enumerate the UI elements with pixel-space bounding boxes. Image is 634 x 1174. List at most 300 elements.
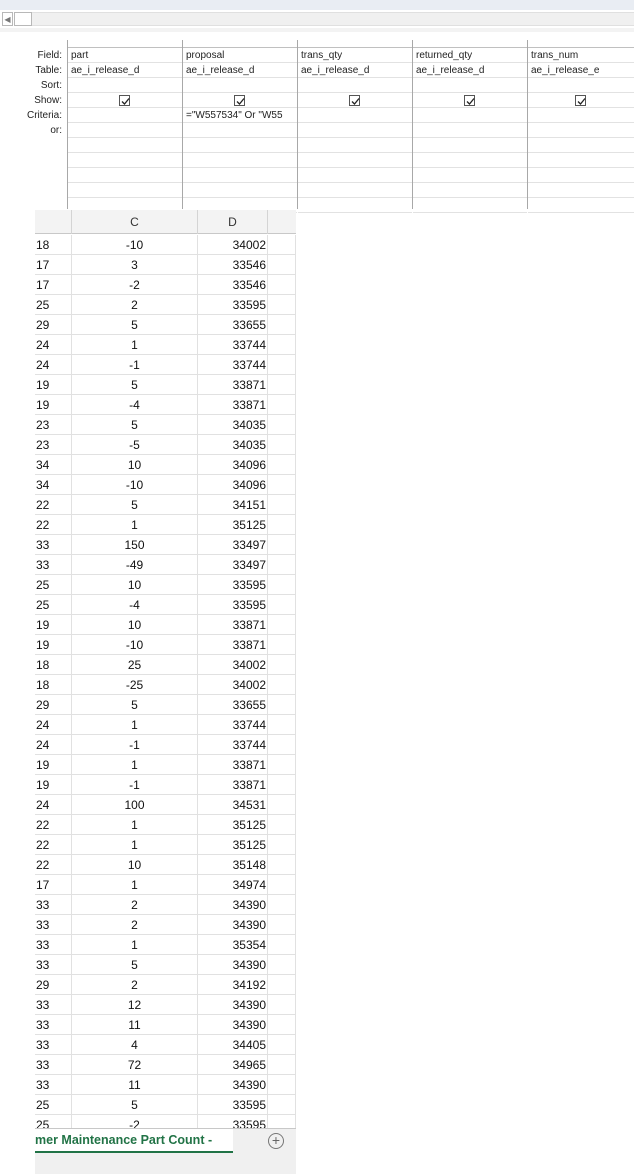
cell-b[interactable]: 23 bbox=[35, 435, 72, 454]
cell-c[interactable]: 5 bbox=[72, 315, 198, 334]
cell-e[interactable] bbox=[268, 1115, 296, 1128]
cell-c[interactable]: 2 bbox=[72, 895, 198, 914]
cell-c[interactable]: -1 bbox=[72, 355, 198, 374]
field-cell[interactable]: returned_qty bbox=[413, 48, 527, 63]
cell-b[interactable]: 22 bbox=[35, 515, 72, 534]
cell-e[interactable] bbox=[268, 375, 296, 394]
cell-c[interactable]: 1 bbox=[72, 755, 198, 774]
cell-d[interactable]: 34151 bbox=[198, 495, 268, 514]
scroll-thumb[interactable] bbox=[14, 12, 32, 26]
table-row bbox=[35, 1115, 296, 1128]
cell-c[interactable]: 1 bbox=[72, 835, 198, 854]
table-row bbox=[35, 955, 296, 975]
cell-c[interactable]: 100 bbox=[72, 795, 198, 814]
cell-d[interactable]: 35148 bbox=[198, 855, 268, 874]
cell-b[interactable]: 19 bbox=[35, 775, 72, 794]
cell-c[interactable]: -1 bbox=[72, 775, 198, 794]
table-cell[interactable]: ae_i_release_d bbox=[68, 63, 182, 78]
cell-d[interactable]: 34390 bbox=[198, 1075, 268, 1094]
cell-e[interactable] bbox=[268, 715, 296, 734]
cell-e[interactable] bbox=[268, 935, 296, 954]
table-cell[interactable]: ae_i_release_e bbox=[528, 63, 634, 78]
top-strip bbox=[0, 0, 634, 10]
cell-e[interactable] bbox=[268, 875, 296, 894]
column-selector[interactable] bbox=[183, 40, 297, 48]
column-selector[interactable] bbox=[413, 40, 527, 48]
cell-c[interactable]: -2 bbox=[72, 275, 198, 294]
cell-d[interactable]: 34035 bbox=[198, 435, 268, 454]
field-cell[interactable]: part bbox=[68, 48, 182, 63]
show-checkbox[interactable] bbox=[575, 95, 586, 106]
table-row bbox=[35, 1095, 296, 1115]
cell-e[interactable] bbox=[268, 495, 296, 514]
cell-e[interactable] bbox=[268, 635, 296, 654]
table-cell[interactable]: ae_i_release_d bbox=[413, 63, 527, 78]
add-sheet-button[interactable] bbox=[268, 1133, 284, 1149]
cell-b[interactable]: 34 bbox=[35, 475, 72, 494]
table-row bbox=[35, 595, 296, 615]
cell-b[interactable]: 33 bbox=[35, 995, 72, 1014]
column-selector[interactable] bbox=[528, 40, 634, 48]
table-cell[interactable]: ae_i_release_d bbox=[183, 63, 297, 78]
sort-cell[interactable] bbox=[68, 78, 182, 93]
cell-d[interactable]: 33595 bbox=[198, 1115, 268, 1128]
cell-c[interactable]: 1 bbox=[72, 335, 198, 354]
cell-c[interactable]: -5 bbox=[72, 435, 198, 454]
column-selector[interactable] bbox=[298, 40, 412, 48]
cell-d[interactable]: 33871 bbox=[198, 775, 268, 794]
cell-c[interactable]: -4 bbox=[72, 595, 198, 614]
blank-criteria-cell[interactable] bbox=[413, 138, 527, 153]
cell-e[interactable] bbox=[268, 915, 296, 934]
cell-c[interactable]: -49 bbox=[72, 555, 198, 574]
cell-e[interactable] bbox=[268, 415, 296, 434]
cell-d[interactable]: 33744 bbox=[198, 715, 268, 734]
table-row bbox=[35, 335, 296, 355]
cell-e[interactable] bbox=[268, 275, 296, 294]
cell-d[interactable]: 34002 bbox=[198, 235, 268, 254]
cell-c[interactable]: 11 bbox=[72, 1075, 198, 1094]
checkmark-icon bbox=[576, 96, 587, 107]
show-checkbox[interactable] bbox=[464, 95, 475, 106]
cell-e[interactable] bbox=[268, 1055, 296, 1074]
cell-b[interactable]: 33 bbox=[35, 555, 72, 574]
cell-d[interactable]: 33871 bbox=[198, 755, 268, 774]
cell-e[interactable] bbox=[268, 1075, 296, 1094]
cell-c[interactable]: 4 bbox=[72, 1035, 198, 1054]
table-row bbox=[35, 1015, 296, 1035]
column-selector[interactable] bbox=[68, 40, 182, 48]
cell-b[interactable]: 33 bbox=[35, 1035, 72, 1054]
cell-e[interactable] bbox=[268, 975, 296, 994]
cell-b[interactable]: 19 bbox=[35, 755, 72, 774]
criteria-cell[interactable] bbox=[413, 108, 527, 123]
cell-e[interactable] bbox=[268, 815, 296, 834]
cell-d[interactable]: 33871 bbox=[198, 375, 268, 394]
cell-c[interactable]: -4 bbox=[72, 395, 198, 414]
sheet-tab[interactable]: mer Maintenance Part Count - bbox=[35, 1129, 233, 1153]
show-checkbox[interactable] bbox=[119, 95, 130, 106]
table-row bbox=[35, 875, 296, 895]
cell-c[interactable]: 5 bbox=[72, 415, 198, 434]
cell-b[interactable]: 29 bbox=[35, 315, 72, 334]
cell-e[interactable] bbox=[268, 615, 296, 634]
table-row bbox=[35, 375, 296, 395]
cell-b[interactable]: 23 bbox=[35, 415, 72, 434]
table-row bbox=[35, 255, 296, 275]
table-row bbox=[35, 575, 296, 595]
cell-e[interactable] bbox=[268, 315, 296, 334]
table-row bbox=[35, 695, 296, 715]
field-cell[interactable]: trans_qty bbox=[298, 48, 412, 63]
cell-c[interactable]: 1 bbox=[72, 515, 198, 534]
blank-criteria-cell[interactable] bbox=[68, 138, 182, 153]
cell-c[interactable]: -1 bbox=[72, 735, 198, 754]
or-cell[interactable] bbox=[298, 123, 412, 138]
checkmark-icon bbox=[350, 96, 361, 107]
cell-d[interactable]: 33871 bbox=[198, 635, 268, 654]
table-row bbox=[35, 895, 296, 915]
cell-d[interactable]: 33497 bbox=[198, 535, 268, 554]
cell-c[interactable]: -10 bbox=[72, 635, 198, 654]
table-row bbox=[35, 615, 296, 635]
cell-d[interactable]: 33595 bbox=[198, 595, 268, 614]
cell-b[interactable]: 18 bbox=[35, 655, 72, 674]
cell-e[interactable] bbox=[268, 455, 296, 474]
cell-c[interactable]: 2 bbox=[72, 975, 198, 994]
cell-b[interactable]: 22 bbox=[35, 855, 72, 874]
blank-criteria-cell[interactable] bbox=[298, 138, 412, 153]
criteria-cell[interactable] bbox=[528, 108, 634, 123]
cell-c[interactable]: 5 bbox=[72, 495, 198, 514]
cell-b[interactable]: 17 bbox=[35, 255, 72, 274]
cell-e[interactable] bbox=[268, 855, 296, 874]
cell-d[interactable]: 34531 bbox=[198, 795, 268, 814]
cell-d[interactable]: 33744 bbox=[198, 335, 268, 354]
table-row bbox=[35, 435, 296, 455]
blank-criteria-cell[interactable] bbox=[413, 168, 527, 183]
scroll-left-button[interactable] bbox=[2, 12, 13, 26]
cell-b[interactable]: 25 bbox=[35, 575, 72, 594]
cell-c[interactable]: 10 bbox=[72, 575, 198, 594]
cell-c[interactable]: 5 bbox=[72, 1095, 198, 1114]
blank-criteria-cell[interactable] bbox=[68, 168, 182, 183]
query-design-grid bbox=[0, 40, 634, 210]
table-row-label: Table: bbox=[35, 65, 62, 76]
cell-d[interactable]: 34390 bbox=[198, 955, 268, 974]
cell-e[interactable] bbox=[268, 555, 296, 574]
cell-d[interactable]: 34405 bbox=[198, 1035, 268, 1054]
cell-e[interactable] bbox=[268, 775, 296, 794]
sort-cell[interactable] bbox=[413, 78, 527, 93]
cell-b[interactable]: 19 bbox=[35, 615, 72, 634]
cell-b[interactable]: 24 bbox=[35, 355, 72, 374]
table-row bbox=[35, 415, 296, 435]
cell-e[interactable] bbox=[268, 595, 296, 614]
cell-c[interactable]: 10 bbox=[72, 615, 198, 634]
cell-b[interactable]: 19 bbox=[35, 635, 72, 654]
show-cell bbox=[413, 93, 527, 108]
cell-e[interactable] bbox=[268, 895, 296, 914]
cell-d[interactable]: 33655 bbox=[198, 315, 268, 334]
blank-criteria-cell[interactable] bbox=[298, 153, 412, 168]
cell-b[interactable]: 24 bbox=[35, 795, 72, 814]
field-row-label: Field: bbox=[37, 50, 62, 61]
table-row bbox=[35, 775, 296, 795]
checkmark-icon bbox=[235, 96, 246, 107]
cell-c[interactable]: 25 bbox=[72, 655, 198, 674]
cell-e[interactable] bbox=[268, 835, 296, 854]
cell-b[interactable]: 33 bbox=[35, 915, 72, 934]
cell-e[interactable] bbox=[268, 1095, 296, 1114]
cell-e[interactable] bbox=[268, 295, 296, 314]
table-row bbox=[35, 1035, 296, 1055]
cell-e[interactable] bbox=[268, 995, 296, 1014]
blank-criteria-cell[interactable] bbox=[528, 138, 634, 153]
blank-criteria-cell[interactable] bbox=[413, 198, 527, 213]
blank-criteria-cell[interactable] bbox=[298, 168, 412, 183]
field-cell[interactable]: trans_num bbox=[528, 48, 634, 63]
blank-criteria-cell[interactable] bbox=[183, 183, 297, 198]
blank-criteria-cell[interactable] bbox=[528, 198, 634, 213]
cell-d[interactable]: 34035 bbox=[198, 415, 268, 434]
blank-criteria-cell[interactable] bbox=[183, 138, 297, 153]
cell-d[interactable]: 33497 bbox=[198, 555, 268, 574]
table-row bbox=[35, 235, 296, 255]
cell-d[interactable]: 34096 bbox=[198, 475, 268, 494]
horizontal-scrollbar[interactable] bbox=[32, 12, 634, 26]
cell-b[interactable]: 33 bbox=[35, 535, 72, 554]
checkmark-icon bbox=[120, 96, 131, 107]
sort-cell[interactable] bbox=[528, 78, 634, 93]
cell-b[interactable]: 22 bbox=[35, 495, 72, 514]
column-header-d[interactable]: D bbox=[198, 210, 268, 234]
cell-d[interactable]: 34096 bbox=[198, 455, 268, 474]
cell-d[interactable]: 33655 bbox=[198, 695, 268, 714]
table-cell[interactable]: ae_i_release_d bbox=[298, 63, 412, 78]
cell-b[interactable]: 22 bbox=[35, 815, 72, 834]
cell-b[interactable]: 19 bbox=[35, 375, 72, 394]
table-row bbox=[35, 855, 296, 875]
table-row bbox=[35, 555, 296, 575]
cell-b[interactable]: 17 bbox=[35, 875, 72, 894]
cell-b[interactable]: 33 bbox=[35, 955, 72, 974]
cell-b[interactable]: 18 bbox=[35, 235, 72, 254]
cell-e[interactable] bbox=[268, 955, 296, 974]
cell-c[interactable]: 5 bbox=[72, 375, 198, 394]
sort-cell[interactable] bbox=[183, 78, 297, 93]
cell-d[interactable]: 34390 bbox=[198, 995, 268, 1014]
cell-c[interactable]: 10 bbox=[72, 855, 198, 874]
cell-e[interactable] bbox=[268, 355, 296, 374]
blank-criteria-cell[interactable] bbox=[298, 198, 412, 213]
cell-c[interactable]: 1 bbox=[72, 875, 198, 894]
cell-b[interactable]: 25 bbox=[35, 1095, 72, 1114]
cell-e[interactable] bbox=[268, 735, 296, 754]
cell-d[interactable]: 34002 bbox=[198, 655, 268, 674]
cell-d[interactable]: 34974 bbox=[198, 875, 268, 894]
cell-c[interactable]: 72 bbox=[72, 1055, 198, 1074]
blank-criteria-cell[interactable] bbox=[68, 183, 182, 198]
or-cell[interactable] bbox=[528, 123, 634, 138]
cell-b[interactable]: 17 bbox=[35, 275, 72, 294]
blank-criteria-cell[interactable] bbox=[183, 153, 297, 168]
cell-b[interactable]: 33 bbox=[35, 1075, 72, 1094]
blank-criteria-cell[interactable] bbox=[183, 168, 297, 183]
blank-criteria-cell[interactable] bbox=[298, 183, 412, 198]
cell-d[interactable]: 33744 bbox=[198, 735, 268, 754]
cell-c[interactable]: 11 bbox=[72, 1015, 198, 1034]
show-checkbox[interactable] bbox=[234, 95, 245, 106]
blank-criteria-cell[interactable] bbox=[68, 153, 182, 168]
table-row bbox=[35, 315, 296, 335]
cell-d[interactable]: 35125 bbox=[198, 835, 268, 854]
column-header-b[interactable] bbox=[35, 210, 72, 234]
or-cell[interactable] bbox=[68, 123, 182, 138]
show-cell bbox=[183, 93, 297, 108]
table-row bbox=[35, 735, 296, 755]
cell-e[interactable] bbox=[268, 435, 296, 454]
cell-e[interactable] bbox=[268, 515, 296, 534]
cell-d[interactable]: 34390 bbox=[198, 915, 268, 934]
cell-e[interactable] bbox=[268, 235, 296, 254]
cell-c[interactable]: -2 bbox=[72, 1115, 198, 1128]
cell-d[interactable]: 34002 bbox=[198, 675, 268, 694]
criteria-row-label: Criteria: bbox=[26, 110, 62, 121]
table-row bbox=[35, 635, 296, 655]
plus-icon: + bbox=[271, 1132, 281, 1148]
cell-d[interactable]: 35125 bbox=[198, 515, 268, 534]
cell-b[interactable]: 25 bbox=[35, 595, 72, 614]
cell-b[interactable]: 24 bbox=[35, 735, 72, 754]
cell-d[interactable]: 33871 bbox=[198, 395, 268, 414]
cell-d[interactable]: 34192 bbox=[198, 975, 268, 994]
cell-b[interactable]: 19 bbox=[35, 395, 72, 414]
query-column-1 bbox=[67, 40, 182, 209]
table-row bbox=[35, 715, 296, 735]
cell-c[interactable]: -10 bbox=[72, 475, 198, 494]
cell-b[interactable]: 24 bbox=[35, 335, 72, 354]
cell-d[interactable]: 33595 bbox=[198, 1095, 268, 1114]
cell-c[interactable]: 5 bbox=[72, 955, 198, 974]
cell-e[interactable] bbox=[268, 535, 296, 554]
cell-c[interactable]: 10 bbox=[72, 455, 198, 474]
table-row bbox=[35, 795, 296, 815]
blank-criteria-cell[interactable] bbox=[528, 183, 634, 198]
blank-criteria-cell[interactable] bbox=[413, 153, 527, 168]
cell-e[interactable] bbox=[268, 655, 296, 674]
cell-c[interactable]: -10 bbox=[72, 235, 198, 254]
cell-d[interactable]: 35125 bbox=[198, 815, 268, 834]
field-cell[interactable]: proposal bbox=[183, 48, 297, 63]
criteria-cell[interactable] bbox=[298, 108, 412, 123]
cell-d[interactable]: 35354 bbox=[198, 935, 268, 954]
table-row bbox=[35, 975, 296, 995]
table-row bbox=[35, 495, 296, 515]
cell-b[interactable]: 29 bbox=[35, 695, 72, 714]
blank-criteria-cell[interactable] bbox=[528, 153, 634, 168]
blank-criteria-cell[interactable] bbox=[413, 183, 527, 198]
cell-c[interactable]: 150 bbox=[72, 535, 198, 554]
cell-e[interactable] bbox=[268, 1015, 296, 1034]
cell-c[interactable]: 2 bbox=[72, 915, 198, 934]
cell-d[interactable]: 33546 bbox=[198, 275, 268, 294]
cell-e[interactable] bbox=[268, 675, 296, 694]
blank-criteria-cell[interactable] bbox=[528, 168, 634, 183]
show-cell bbox=[298, 93, 412, 108]
cell-b[interactable]: 34 bbox=[35, 455, 72, 474]
or-cell[interactable] bbox=[183, 123, 297, 138]
show-checkbox[interactable] bbox=[349, 95, 360, 106]
cell-d[interactable]: 33871 bbox=[198, 615, 268, 634]
cell-b[interactable]: 25 bbox=[35, 295, 72, 314]
cell-d[interactable]: 33595 bbox=[198, 575, 268, 594]
table-row bbox=[35, 455, 296, 475]
cell-d[interactable]: 34390 bbox=[198, 895, 268, 914]
cell-b[interactable]: 29 bbox=[35, 975, 72, 994]
spreadsheet bbox=[35, 210, 296, 1128]
column-header-c[interactable]: C bbox=[72, 210, 198, 234]
cell-e[interactable] bbox=[268, 575, 296, 594]
cell-c[interactable]: 2 bbox=[72, 295, 198, 314]
cell-e[interactable] bbox=[268, 255, 296, 274]
query-column-3 bbox=[297, 40, 412, 209]
cell-b[interactable]: 33 bbox=[35, 935, 72, 954]
cell-d[interactable]: 33595 bbox=[198, 295, 268, 314]
cell-e[interactable] bbox=[268, 755, 296, 774]
cell-e[interactable] bbox=[268, 395, 296, 414]
criteria-cell[interactable] bbox=[68, 108, 182, 123]
cell-c[interactable]: -25 bbox=[72, 675, 198, 694]
pane-divider[interactable] bbox=[0, 28, 634, 32]
show-cell bbox=[68, 93, 182, 108]
cell-b[interactable]: 33 bbox=[35, 895, 72, 914]
table-row bbox=[35, 535, 296, 555]
cell-c[interactable]: 5 bbox=[72, 695, 198, 714]
cell-d[interactable]: 34965 bbox=[198, 1055, 268, 1074]
cell-c[interactable]: 3 bbox=[72, 255, 198, 274]
cell-b[interactable]: 25 bbox=[35, 1115, 72, 1128]
sheet-tab-bar bbox=[35, 1128, 296, 1174]
sort-cell[interactable] bbox=[298, 78, 412, 93]
cell-c[interactable]: 12 bbox=[72, 995, 198, 1014]
cell-b[interactable]: 33 bbox=[35, 1015, 72, 1034]
cell-e[interactable] bbox=[268, 695, 296, 714]
or-cell[interactable] bbox=[413, 123, 527, 138]
cell-e[interactable] bbox=[268, 795, 296, 814]
cell-b[interactable]: 18 bbox=[35, 675, 72, 694]
cell-b[interactable]: 22 bbox=[35, 835, 72, 854]
table-row bbox=[35, 995, 296, 1015]
cell-d[interactable]: 33744 bbox=[198, 355, 268, 374]
cell-c[interactable]: 1 bbox=[72, 935, 198, 954]
sort-row-label: Sort: bbox=[40, 80, 62, 91]
cell-b[interactable]: 24 bbox=[35, 715, 72, 734]
query-column-2 bbox=[182, 40, 297, 209]
cell-d[interactable]: 33546 bbox=[198, 255, 268, 274]
table-row bbox=[35, 395, 296, 415]
criteria-cell[interactable]: ="W557534" Or "W55 bbox=[183, 108, 297, 123]
table-row bbox=[35, 755, 296, 775]
cell-e[interactable] bbox=[268, 475, 296, 494]
cell-d[interactable]: 34390 bbox=[198, 1015, 268, 1034]
cell-e[interactable] bbox=[268, 1035, 296, 1054]
cell-c[interactable]: 1 bbox=[72, 815, 198, 834]
cell-c[interactable]: 1 bbox=[72, 715, 198, 734]
cell-e[interactable] bbox=[268, 335, 296, 354]
cell-b[interactable]: 33 bbox=[35, 1055, 72, 1074]
table-row bbox=[35, 1055, 296, 1075]
